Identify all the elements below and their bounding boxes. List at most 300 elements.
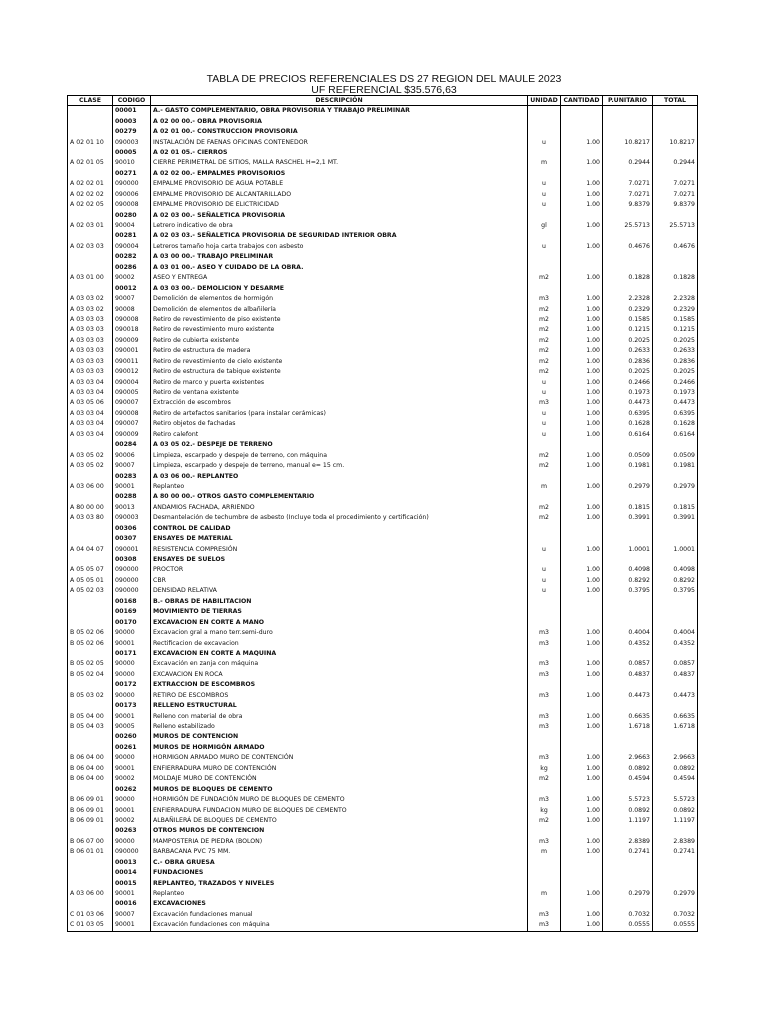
- cell-punitario: [603, 732, 653, 742]
- header-unidad: UNIDAD: [528, 96, 561, 106]
- cell-total: [653, 210, 698, 220]
- cell-unidad: m3: [528, 711, 561, 721]
- cell-descripcion: HORMIGÓN DE FUNDACIÓN MURO DE BLOQUES DE CEMENTO: [151, 795, 528, 805]
- table-header-row: [68, 96, 698, 106]
- cell-punitario: [603, 492, 653, 502]
- cell-total: [653, 649, 698, 659]
- cell-codigo: 00005: [113, 148, 151, 158]
- cell-total: [653, 148, 698, 158]
- cell-total: [653, 858, 698, 868]
- cell-total: 0.2979: [653, 889, 698, 899]
- cell-descripcion: Demolición de elementos de hormigón: [151, 294, 528, 304]
- section-row: [68, 732, 698, 742]
- cell-total: [653, 252, 698, 262]
- cell-cantidad: 1.00: [561, 670, 603, 680]
- cell-codigo: 090007: [113, 419, 151, 429]
- cell-clase: B 05 04 03: [68, 722, 113, 732]
- cell-unidad: m2: [528, 816, 561, 826]
- cell-total: [653, 492, 698, 502]
- cell-unidad: [528, 106, 561, 117]
- cell-unidad: [528, 784, 561, 794]
- cell-cantidad: [561, 127, 603, 137]
- cell-clase: A 02 01 05: [68, 158, 113, 168]
- cell-codigo: 090008: [113, 315, 151, 325]
- section-row: [68, 878, 698, 888]
- cell-total: [653, 680, 698, 690]
- cell-unidad: u: [528, 586, 561, 596]
- cell-punitario: 0.4352: [603, 638, 653, 648]
- cell-descripcion: Excavación en zanja con máquina: [151, 659, 528, 669]
- cell-unidad: m3: [528, 910, 561, 920]
- cell-unidad: [528, 607, 561, 617]
- cell-descripcion: A 03 05 02.- DESPEJE DE TERRENO: [151, 440, 528, 450]
- cell-codigo: 00172: [113, 680, 151, 690]
- cell-descripcion: RETIRO DE ESCOMBROS: [151, 691, 528, 701]
- cell-clase: A 03 03 02: [68, 304, 113, 314]
- cell-total: 0.2329: [653, 304, 698, 314]
- cell-descripcion: MAMPOSTERIA DE PIEDRA (BOLON): [151, 837, 528, 847]
- cell-descripcion: A 02 01 05.- CIERROS: [151, 148, 528, 158]
- table-row: [68, 659, 698, 669]
- cell-total: 0.2741: [653, 847, 698, 857]
- cell-unidad: u: [528, 419, 561, 429]
- cell-total: [653, 784, 698, 794]
- cell-codigo: 00288: [113, 492, 151, 502]
- cell-total: 0.1815: [653, 503, 698, 513]
- table-row: [68, 357, 698, 367]
- cell-cantidad: [561, 534, 603, 544]
- cell-punitario: 0.1981: [603, 461, 653, 471]
- cell-total: 0.6635: [653, 711, 698, 721]
- cell-codigo: 00001: [113, 106, 151, 117]
- cell-descripcion: Retiro de estructura de madera: [151, 346, 528, 356]
- cell-total: [653, 899, 698, 909]
- section-row: [68, 597, 698, 607]
- cell-clase: B 06 04 00: [68, 764, 113, 774]
- cell-codigo: 00282: [113, 252, 151, 262]
- section-row: [68, 534, 698, 544]
- table-row: [68, 273, 698, 283]
- cell-cantidad: [561, 649, 603, 659]
- cell-descripcion: Rectificacion de excavacion: [151, 638, 528, 648]
- cell-clase: [68, 524, 113, 534]
- cell-codigo: 00169: [113, 607, 151, 617]
- cell-codigo: 00262: [113, 784, 151, 794]
- cell-punitario: [603, 210, 653, 220]
- cell-descripcion: CIERRE PERIMETRAL DE SITIOS, MALLA RASCHEL H=2,1 MT.: [151, 158, 528, 168]
- cell-unidad: u: [528, 137, 561, 147]
- cell-codigo: 90001: [113, 482, 151, 492]
- cell-total: 0.4594: [653, 774, 698, 784]
- cell-punitario: [603, 899, 653, 909]
- cell-total: 0.0892: [653, 805, 698, 815]
- cell-clase: A 03 03 03: [68, 346, 113, 356]
- cell-punitario: 1.6718: [603, 722, 653, 732]
- cell-cantidad: 1.00: [561, 482, 603, 492]
- cell-total: [653, 597, 698, 607]
- cell-punitario: 0.4473: [603, 398, 653, 408]
- cell-total: 7.0271: [653, 190, 698, 200]
- cell-total: 0.4473: [653, 398, 698, 408]
- cell-total: 2.8389: [653, 837, 698, 847]
- cell-punitario: 0.8292: [603, 576, 653, 586]
- cell-punitario: 0.2836: [603, 357, 653, 367]
- cell-unidad: [528, 701, 561, 711]
- cell-descripcion: A 02 00 00.- OBRA PROVISORIA: [151, 116, 528, 126]
- cell-clase: B 06 07 00: [68, 837, 113, 847]
- cell-codigo: 90002: [113, 774, 151, 784]
- cell-codigo: 090012: [113, 367, 151, 377]
- cell-clase: [68, 106, 113, 117]
- cell-unidad: u: [528, 430, 561, 440]
- section-row: [68, 106, 698, 117]
- table-row: [68, 889, 698, 899]
- cell-unidad: m3: [528, 691, 561, 701]
- cell-punitario: 0.2633: [603, 346, 653, 356]
- cell-codigo: 00286: [113, 263, 151, 273]
- cell-total: 0.6395: [653, 409, 698, 419]
- cell-cantidad: [561, 555, 603, 565]
- cell-unidad: [528, 878, 561, 888]
- cell-clase: B 06 04 00: [68, 753, 113, 763]
- cell-clase: A 03 03 03: [68, 325, 113, 335]
- cell-codigo: 090001: [113, 544, 151, 554]
- cell-codigo: 90000: [113, 628, 151, 638]
- cell-codigo: 00308: [113, 555, 151, 565]
- cell-cantidad: 1.00: [561, 242, 603, 252]
- cell-clase: B 05 02 05: [68, 659, 113, 669]
- cell-punitario: [603, 127, 653, 137]
- cell-punitario: 10.8217: [603, 137, 653, 147]
- cell-codigo: 090011: [113, 357, 151, 367]
- section-row: [68, 148, 698, 158]
- cell-descripcion: OTROS MUROS DE CONTENCION: [151, 826, 528, 836]
- cell-clase: A 03 05 06: [68, 398, 113, 408]
- table-row: [68, 221, 698, 231]
- cell-cantidad: 1.00: [561, 659, 603, 669]
- cell-codigo: 00016: [113, 899, 151, 909]
- cell-cantidad: 1.00: [561, 190, 603, 200]
- cell-unidad: [528, 743, 561, 753]
- section-row: [68, 743, 698, 753]
- table-row: [68, 325, 698, 335]
- cell-total: [653, 534, 698, 544]
- header-punitario: P.UNITARIO: [603, 96, 653, 106]
- cell-codigo: 090000: [113, 586, 151, 596]
- cell-cantidad: 1.00: [561, 367, 603, 377]
- price-table: [67, 95, 698, 932]
- cell-descripcion: A 03 00 00.- TRABAJO PRELIMINAR: [151, 252, 528, 262]
- cell-clase: [68, 492, 113, 502]
- cell-punitario: 0.1215: [603, 325, 653, 335]
- cell-total: [653, 826, 698, 836]
- cell-total: 0.4676: [653, 242, 698, 252]
- table-row: [68, 795, 698, 805]
- section-row: [68, 263, 698, 273]
- cell-descripcion: EXCAVACIONES: [151, 899, 528, 909]
- section-row: [68, 210, 698, 220]
- cell-descripcion: Excavación fundaciones con máquina: [151, 920, 528, 931]
- cell-clase: A 02 02 05: [68, 200, 113, 210]
- cell-punitario: 0.0892: [603, 805, 653, 815]
- table-row: [68, 805, 698, 815]
- cell-descripcion: B.- OBRAS DE HABILITACION: [151, 597, 528, 607]
- cell-total: 0.1585: [653, 315, 698, 325]
- cell-unidad: m3: [528, 398, 561, 408]
- cell-unidad: [528, 617, 561, 627]
- cell-punitario: [603, 743, 653, 753]
- cell-descripcion: MUROS DE HORMIGÓN ARMADO: [151, 743, 528, 753]
- header-cantidad: CANTIDAD: [561, 96, 603, 106]
- cell-codigo: 90000: [113, 795, 151, 805]
- table-row: [68, 544, 698, 554]
- cell-descripcion: Excavacion gral a mano terr.semi-duro: [151, 628, 528, 638]
- cell-descripcion: Retiro objetos de fachadas: [151, 419, 528, 429]
- section-row: [68, 784, 698, 794]
- table-row: [68, 304, 698, 314]
- cell-descripcion: EXCAVACION EN ROCA: [151, 670, 528, 680]
- cell-codigo: 090000: [113, 565, 151, 575]
- cell-codigo: 00168: [113, 597, 151, 607]
- cell-punitario: 0.0857: [603, 659, 653, 669]
- section-row: [68, 868, 698, 878]
- cell-unidad: [528, 524, 561, 534]
- cell-total: [653, 440, 698, 450]
- cell-codigo: 90001: [113, 764, 151, 774]
- table-row: [68, 409, 698, 419]
- cell-punitario: 0.3795: [603, 586, 653, 596]
- cell-punitario: [603, 116, 653, 126]
- cell-clase: A 02 01 10: [68, 137, 113, 147]
- cell-unidad: m3: [528, 638, 561, 648]
- table-row: [68, 482, 698, 492]
- cell-punitario: [603, 148, 653, 158]
- cell-clase: B 05 02 06: [68, 628, 113, 638]
- cell-punitario: 2.8389: [603, 837, 653, 847]
- cell-unidad: u: [528, 190, 561, 200]
- table-row: [68, 847, 698, 857]
- cell-total: 0.2025: [653, 367, 698, 377]
- cell-descripcion: CBR: [151, 576, 528, 586]
- table-row: [68, 753, 698, 763]
- cell-descripcion: Excavación fundaciones manual: [151, 910, 528, 920]
- cell-cantidad: 1.00: [561, 325, 603, 335]
- cell-descripcion: EMPALME PROVISORIO DE AGUA POTABLE: [151, 179, 528, 189]
- cell-punitario: [603, 231, 653, 241]
- cell-total: 1.0001: [653, 544, 698, 554]
- cell-cantidad: 1.00: [561, 357, 603, 367]
- cell-descripcion: Retiro de cubierta existente: [151, 336, 528, 346]
- cell-cantidad: [561, 283, 603, 293]
- cell-punitario: [603, 555, 653, 565]
- table-row: [68, 430, 698, 440]
- cell-cantidad: 1.00: [561, 388, 603, 398]
- cell-codigo: 90002: [113, 273, 151, 283]
- cell-punitario: 0.4594: [603, 774, 653, 784]
- cell-unidad: m2: [528, 273, 561, 283]
- cell-unidad: m3: [528, 628, 561, 638]
- table-row: [68, 200, 698, 210]
- cell-unidad: m: [528, 889, 561, 899]
- cell-punitario: [603, 784, 653, 794]
- cell-total: 0.1215: [653, 325, 698, 335]
- cell-unidad: m2: [528, 325, 561, 335]
- cell-unidad: m: [528, 482, 561, 492]
- cell-clase: [68, 252, 113, 262]
- cell-punitario: 7.0271: [603, 190, 653, 200]
- cell-punitario: 0.2466: [603, 377, 653, 387]
- cell-descripcion: DENSIDAD RELATIVA: [151, 586, 528, 596]
- cell-total: [653, 231, 698, 241]
- cell-punitario: [603, 471, 653, 481]
- cell-codigo: 090018: [113, 325, 151, 335]
- cell-punitario: 0.0555: [603, 920, 653, 931]
- cell-codigo: 090000: [113, 576, 151, 586]
- section-row: [68, 858, 698, 868]
- cell-cantidad: 1.00: [561, 711, 603, 721]
- section-row: [68, 492, 698, 502]
- cell-codigo: 00013: [113, 858, 151, 868]
- cell-codigo: 90007: [113, 294, 151, 304]
- cell-unidad: [528, 868, 561, 878]
- cell-cantidad: 1.00: [561, 764, 603, 774]
- cell-total: [653, 106, 698, 117]
- table-row: [68, 565, 698, 575]
- cell-unidad: m2: [528, 774, 561, 784]
- cell-codigo: 00284: [113, 440, 151, 450]
- cell-codigo: 090000: [113, 179, 151, 189]
- cell-descripcion: PROCTOR: [151, 565, 528, 575]
- cell-codigo: 90001: [113, 805, 151, 815]
- section-row: [68, 826, 698, 836]
- cell-punitario: 0.4004: [603, 628, 653, 638]
- cell-punitario: 0.6164: [603, 430, 653, 440]
- cell-codigo: 090005: [113, 388, 151, 398]
- cell-clase: A 02 03 03: [68, 242, 113, 252]
- table-row: [68, 722, 698, 732]
- cell-cantidad: [561, 597, 603, 607]
- cell-punitario: [603, 106, 653, 117]
- cell-clase: [68, 701, 113, 711]
- cell-total: [653, 607, 698, 617]
- cell-total: 5.5723: [653, 795, 698, 805]
- cell-descripcion: Retiro de marco y puerta existentes: [151, 377, 528, 387]
- cell-punitario: [603, 868, 653, 878]
- cell-cantidad: 1.00: [561, 315, 603, 325]
- cell-unidad: [528, 534, 561, 544]
- cell-cantidad: 1.00: [561, 336, 603, 346]
- cell-punitario: 0.1828: [603, 273, 653, 283]
- cell-total: 0.4098: [653, 565, 698, 575]
- cell-codigo: 90000: [113, 670, 151, 680]
- cell-unidad: [528, 116, 561, 126]
- cell-clase: A 03 03 03: [68, 315, 113, 325]
- cell-punitario: 0.7032: [603, 910, 653, 920]
- cell-cantidad: 1.00: [561, 544, 603, 554]
- cell-cantidad: 1.00: [561, 920, 603, 931]
- cell-descripcion: EMPALME PROVISORIO DE ELICTRICIDAD: [151, 200, 528, 210]
- header-clase: CLASE: [68, 96, 113, 106]
- cell-descripcion: A.- GASTO COMPLEMENTARIO, OBRA PROVISORIA Y TRABAJO PRELIMINAR: [151, 106, 528, 117]
- cell-descripcion: Relleno estabilizado: [151, 722, 528, 732]
- cell-total: [653, 524, 698, 534]
- cell-unidad: m2: [528, 304, 561, 314]
- cell-clase: A 03 05 02: [68, 461, 113, 471]
- cell-clase: [68, 680, 113, 690]
- cell-cantidad: [561, 868, 603, 878]
- cell-clase: A 03 03 04: [68, 388, 113, 398]
- section-row: [68, 116, 698, 126]
- table-row: [68, 179, 698, 189]
- cell-unidad: [528, 649, 561, 659]
- cell-punitario: 0.2979: [603, 482, 653, 492]
- cell-codigo: 090008: [113, 409, 151, 419]
- cell-cantidad: 1.00: [561, 346, 603, 356]
- cell-clase: [68, 784, 113, 794]
- cell-cantidad: 1.00: [561, 503, 603, 513]
- cell-codigo: 00170: [113, 617, 151, 627]
- cell-codigo: 090009: [113, 430, 151, 440]
- cell-punitario: [603, 252, 653, 262]
- cell-unidad: [528, 283, 561, 293]
- cell-punitario: 0.1973: [603, 388, 653, 398]
- cell-descripcion: MUROS DE CONTENCION: [151, 732, 528, 742]
- cell-descripcion: Retiro de revestimiento de cielo existente: [151, 357, 528, 367]
- cell-codigo: 090001: [113, 346, 151, 356]
- table-row: [68, 670, 698, 680]
- section-row: [68, 231, 698, 241]
- cell-punitario: 0.2329: [603, 304, 653, 314]
- cell-descripcion: Retiro de artefactos sanitarios (para instalar cerámicas): [151, 409, 528, 419]
- cell-unidad: m3: [528, 659, 561, 669]
- cell-descripcion: C.- OBRA GRUESA: [151, 858, 528, 868]
- cell-clase: A 03 03 03: [68, 336, 113, 346]
- cell-cantidad: 1.00: [561, 847, 603, 857]
- document-subtitle: UF REFERENCIAL $35.576,63: [311, 84, 457, 96]
- cell-total: 0.2025: [653, 336, 698, 346]
- cell-clase: A 02 03 01: [68, 221, 113, 231]
- cell-clase: A 03 05 02: [68, 450, 113, 460]
- cell-cantidad: [561, 617, 603, 627]
- cell-cantidad: [561, 680, 603, 690]
- cell-unidad: u: [528, 544, 561, 554]
- cell-unidad: [528, 858, 561, 868]
- table-row: [68, 628, 698, 638]
- cell-unidad: [528, 263, 561, 273]
- cell-unidad: m: [528, 158, 561, 168]
- cell-clase: B 05 02 04: [68, 670, 113, 680]
- cell-total: 0.2836: [653, 357, 698, 367]
- cell-cantidad: [561, 106, 603, 117]
- cell-punitario: [603, 607, 653, 617]
- cell-descripcion: A 02 03 00.- SEÑALETICA PROVISORIA: [151, 210, 528, 220]
- cell-codigo: 00279: [113, 127, 151, 137]
- cell-clase: A 04 04 07: [68, 544, 113, 554]
- table-row: [68, 158, 698, 168]
- cell-total: 0.4473: [653, 691, 698, 701]
- cell-punitario: [603, 440, 653, 450]
- cell-unidad: [528, 440, 561, 450]
- cell-codigo: 90010: [113, 158, 151, 168]
- cell-descripcion: Letrero indicativo de obra: [151, 221, 528, 231]
- cell-total: 0.0555: [653, 920, 698, 931]
- cell-punitario: 0.0892: [603, 764, 653, 774]
- cell-cantidad: [561, 210, 603, 220]
- cell-clase: A 03 03 04: [68, 377, 113, 387]
- cell-codigo: 90002: [113, 816, 151, 826]
- cell-descripcion: ENFIERRADURA FUNDACION MURO DE BLOQUES DE CEMENTO: [151, 805, 528, 815]
- cell-clase: A 03 03 80: [68, 513, 113, 523]
